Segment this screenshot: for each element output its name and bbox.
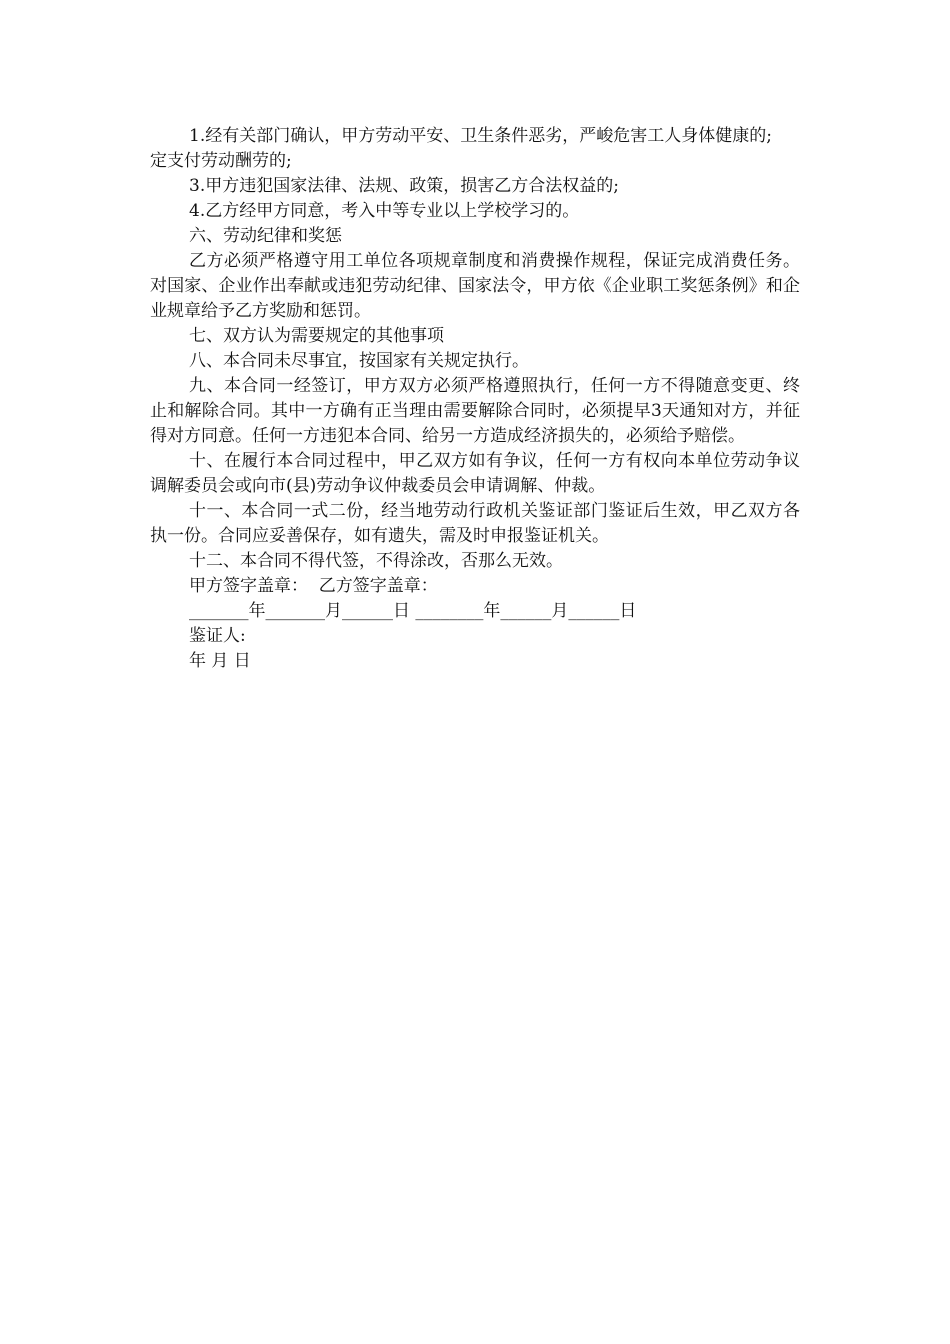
section-heading-other-matters: 七、双方认为需要规定的其他事项 — [189, 326, 444, 346]
section-ten: 十、在履行本合同过程中，甲乙双方如有争议，任何一方有权向本单位劳动争议调解委员会或向市(县)劳动争议仲裁委员会申请调解、仲裁。 — [150, 451, 800, 496]
clause-3: 3.甲方违犯国家法律、法规、政策，损害乙方合法权益的; — [189, 176, 619, 196]
date-line: _______年_______月______日 ________年______月______日 — [189, 601, 637, 621]
section-heading-discipline: 六、劳动纪律和奖惩 — [189, 226, 342, 246]
discipline-paragraph: 乙方必须严格遵守用工单位各项规章制度和消费操作规程，保证完成消费任务。对国家、企业作出奉献或违犯劳动纪律、国家法令，甲方依《企业职工奖惩条例》和企业规章给予乙方奖励和惩罚。 — [150, 251, 800, 321]
witness-date: 年 月 日 — [189, 651, 251, 671]
document-body — [150, 124, 800, 674]
witness-label: 鉴证人: — [189, 626, 246, 646]
clause-1: 1.经有关部门确认，甲方劳动平安、卫生条件恶劣，严峻危害工人身体健康的; — [189, 126, 772, 146]
section-nine: 九、本合同一经签订，甲方双方必须严格遵照执行，任何一方不得随意变更、终止和解除合同。其中一方确有正当理由需要解除合同时，必须提早3天通知对方，并征得对方同意。任何一方违犯本合同、给另一方造成经济损失的，必须给予赔偿。 — [150, 376, 800, 446]
clause-continuation: 定支付劳动酬劳的; — [150, 151, 292, 171]
signature-line: 甲方签字盖章： 乙方签字盖章： — [189, 576, 438, 596]
section-twelve: 十二、本合同不得代签，不得涂改，否那么无效。 — [189, 551, 563, 571]
section-eleven: 十一、本合同一式二份，经当地劳动行政机关鉴证部门鉴证后生效，甲乙双方各执一份。合同应妥善保存，如有遗失，需及时申报鉴证机关。 — [150, 501, 800, 546]
section-eight: 八、本合同未尽事宜，按国家有关规定执行。 — [189, 351, 529, 371]
clause-4: 4.乙方经甲方同意，考入中等专业以上学校学习的。 — [189, 201, 580, 221]
